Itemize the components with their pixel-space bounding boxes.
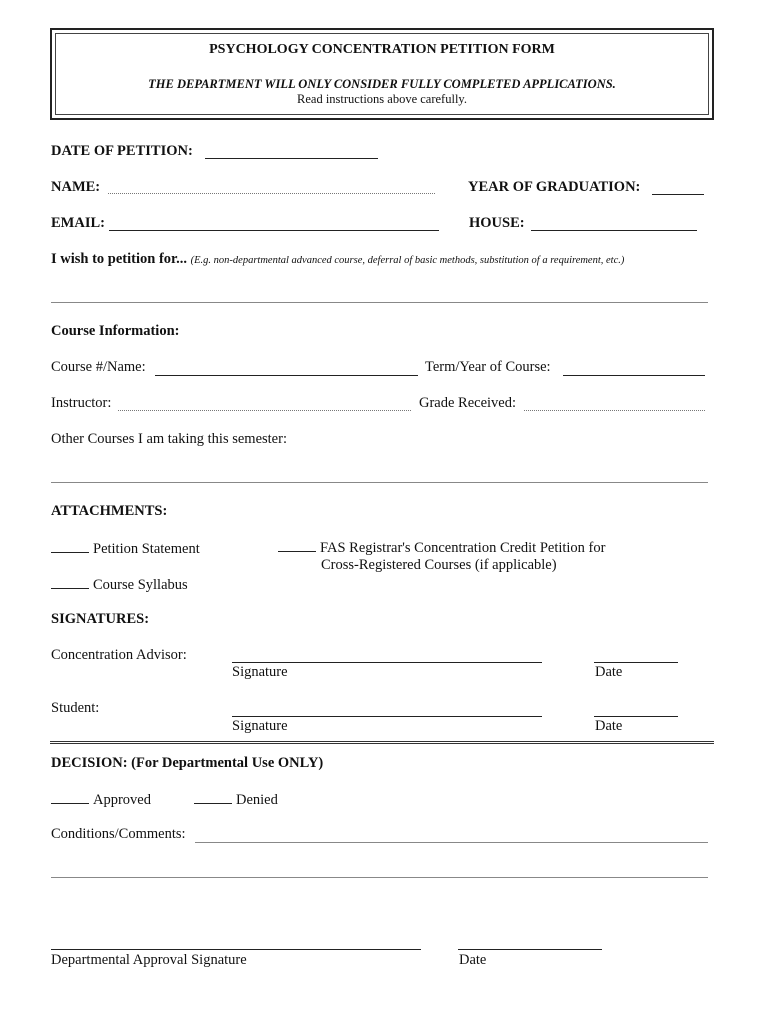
advisor-date-caption: Date [595,664,623,680]
date-of-petition-label: DATE OF PETITION: [51,143,193,159]
advisor-signature-caption: Signature [232,664,288,680]
fas-petition-label-line2: Cross-Registered Courses (if applicable) [321,557,557,573]
advisor-signature-field[interactable] [232,648,542,663]
advisor-label: Concentration Advisor: [51,647,187,663]
other-courses-label: Other Courses I am taking this semester: [51,431,287,447]
student-label: Student: [51,700,100,716]
student-signature-caption: Signature [232,718,288,734]
instructions-note: Read instructions above carefully. [297,92,467,106]
house-label: HOUSE: [469,215,525,231]
term-year-label: Term/Year of Course: [425,359,551,375]
petition-example-text: (E.g. non-departmental advanced course, deferral of basic methods, substitution of a requirement, etc.) [190,255,625,266]
student-date-field[interactable] [594,702,678,717]
comments-label: Conditions/Comments: [51,826,186,842]
approved-item [51,790,151,809]
course-syllabus-checkbox[interactable] [51,575,89,589]
name-label: NAME: [51,179,101,195]
house-field[interactable] [531,216,697,231]
email-field[interactable] [109,216,439,231]
grade-received-field[interactable] [524,397,705,411]
petition-statement-item [51,539,200,558]
petition-for-label: I wish to petition for... [51,251,188,267]
form-title: PSYCHOLOGY CONCENTRATION PETITION FORM [209,42,555,57]
year-of-graduation-field[interactable] [652,180,704,195]
instructor-field[interactable] [118,397,411,411]
term-year-field[interactable] [563,361,705,376]
signatures-heading: SIGNATURES: [51,611,150,627]
attachments-heading: ATTACHMENTS: [51,503,168,519]
other-courses-field[interactable] [51,468,708,483]
approval-date-caption: Date [459,952,487,968]
grade-received-label: Grade Received: [419,395,517,411]
fas-petition-label-line1: FAS Registrar's Concentration Credit Petition for [320,540,606,556]
student-signature-field[interactable] [232,702,542,717]
course-name-label: Course #/Name: [51,359,146,375]
approval-date-field[interactable] [458,935,602,950]
decision-heading: DECISION: (For Departmental Use ONLY) [51,755,324,771]
approval-signature-caption: Departmental Approval Signature [51,952,247,968]
name-field[interactable] [108,180,435,194]
petition-statement-label: Petition Statement [93,541,200,557]
petition-statement-checkbox[interactable] [51,539,89,553]
student-date-caption: Date [595,718,623,734]
advisor-date-field[interactable] [594,648,678,663]
petition-for-row [51,251,624,268]
petition-for-field[interactable] [51,288,708,303]
course-syllabus-item [51,575,188,594]
completion-notice: THE DEPARTMENT WILL ONLY CONSIDER FULLY COMPLETED APPLICATIONS. [148,77,616,91]
date-of-petition-field[interactable] [205,143,378,159]
denied-item [194,790,278,809]
approval-signature-field[interactable] [51,935,421,950]
denied-checkbox[interactable] [194,790,232,804]
course-info-heading: Course Information: [51,323,180,339]
fas-petition-item [278,538,605,557]
course-name-field[interactable] [155,361,418,376]
section-divider [50,741,714,744]
approved-label: Approved [93,792,151,808]
approved-checkbox[interactable] [51,790,89,804]
fas-petition-checkbox[interactable] [278,538,316,552]
instructor-label: Instructor: [51,395,112,411]
form-header-box [50,28,714,120]
comments-field-line1[interactable] [195,828,708,843]
year-of-graduation-label: YEAR OF GRADUATION: [468,179,641,195]
email-label: EMAIL: [51,215,105,231]
comments-field-line2[interactable] [51,863,708,878]
denied-label: Denied [236,792,278,808]
course-syllabus-label: Course Syllabus [93,577,188,593]
